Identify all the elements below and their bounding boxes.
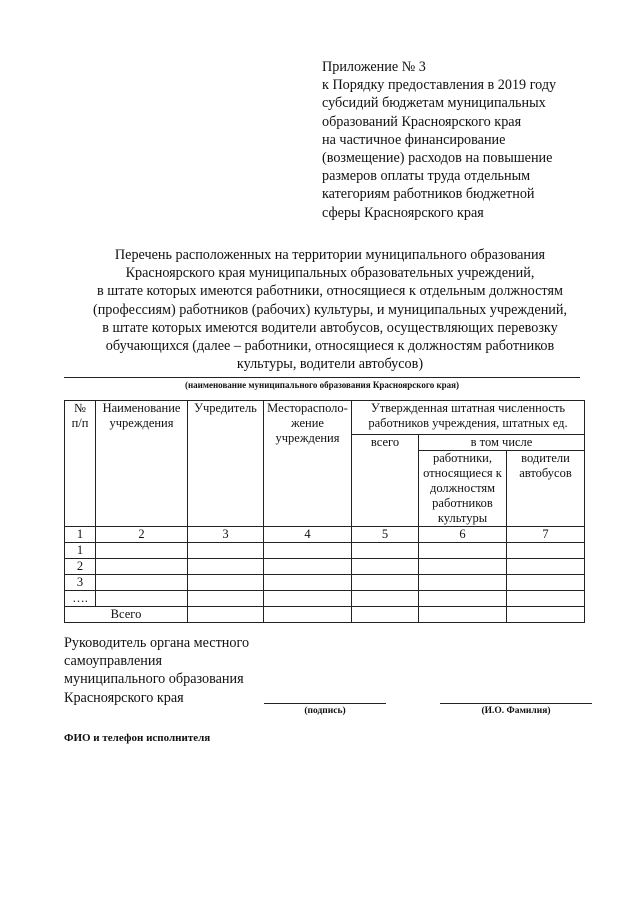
signer-line: Красноярского края [64, 689, 184, 706]
appendix-line: Приложение № 3 [322, 59, 426, 75]
municipality-name-line[interactable] [64, 377, 580, 378]
signature-caption: (подпись) [304, 706, 346, 716]
column-number: 2 [96, 527, 188, 543]
column-number: 4 [264, 527, 352, 543]
table-cell[interactable] [507, 575, 585, 591]
signature-line[interactable] [264, 703, 386, 704]
table-row [65, 543, 585, 559]
table-cell[interactable] [188, 575, 264, 591]
title-line: культуры, водители автобусов) [236, 356, 424, 373]
table-cell[interactable] [507, 559, 585, 575]
table-cell[interactable] [96, 591, 188, 607]
header-culture-workers: работники, относящиеся к должностям работников культуры [419, 451, 507, 527]
table-cell[interactable] [419, 543, 507, 559]
header-including: в том числе [419, 435, 585, 451]
signer-block [64, 634, 364, 707]
title-line: в штате которых имеются водители автобусов, осуществляющих перевозку [102, 319, 558, 336]
appendix-line: на частичное финансирование [322, 131, 506, 148]
column-number: 1 [65, 527, 96, 543]
title-line: Перечень расположенных на территории муниципального образования [114, 247, 546, 263]
full-name-line[interactable] [440, 703, 592, 704]
table-cell[interactable] [264, 607, 352, 623]
executor-label: ФИО и телефон исполнителя [64, 732, 211, 744]
table-cell[interactable] [188, 607, 264, 623]
column-number: 7 [507, 527, 585, 543]
title-line: в штате которых имеются работники, относящиеся к отдельным должностям [97, 283, 563, 300]
institutions-table [64, 400, 585, 623]
table-cell[interactable] [188, 543, 264, 559]
appendix-line: сферы Красноярского края [322, 204, 484, 221]
appendix-line: категориям работников бюджетной [322, 186, 535, 203]
table-cell[interactable] [352, 591, 419, 607]
row-number: …. [65, 591, 96, 607]
table-cell[interactable] [507, 591, 585, 607]
table-cell[interactable] [419, 607, 507, 623]
column-number-row [65, 527, 585, 543]
appendix-line: субсидий бюджетам муниципальных [322, 95, 546, 112]
title-line: обучающихся (далее – работники, относящиеся к должностям работников [105, 338, 555, 355]
table-cell[interactable] [419, 575, 507, 591]
header-founder: Учредитель [188, 401, 264, 527]
table-cell[interactable] [419, 591, 507, 607]
table-cell[interactable] [352, 607, 419, 623]
table-row [65, 575, 585, 591]
table-cell[interactable] [507, 607, 585, 623]
signer-line: самоуправления [64, 653, 162, 670]
table-cell[interactable] [264, 559, 352, 575]
table-cell[interactable] [264, 575, 352, 591]
appendix-header [322, 58, 622, 222]
table-row [65, 591, 585, 607]
header-num: № п/п [65, 401, 96, 527]
header-location: Месторасполо- жение учреждения [264, 401, 352, 527]
column-number: 3 [188, 527, 264, 543]
appendix-line: (возмещение) расходов на повышение [322, 150, 553, 167]
row-number: 1 [65, 543, 96, 559]
document-title [40, 246, 620, 373]
total-row [65, 607, 585, 623]
appendix-line: к Порядку предоставления в 2019 году [322, 77, 557, 94]
row-number: 2 [65, 559, 96, 575]
table-cell[interactable] [352, 559, 419, 575]
full-name-caption: (И.О. Фамилия) [481, 706, 551, 716]
row-number: 3 [65, 575, 96, 591]
appendix-line: размеров оплаты труда отдельным [322, 168, 531, 185]
total-label: Всего [65, 607, 188, 623]
appendix-line: образований Красноярского края [322, 113, 522, 130]
table-row [65, 559, 585, 575]
signer-line: Руководитель органа местного [64, 635, 250, 651]
municipality-caption: (наименование муниципального образования Красноярского края) [184, 380, 460, 390]
header-approved-staff: Утвержденная штатная численность работников учреждения, штатных ед. [352, 401, 585, 435]
header-name: Наименование учреждения [96, 401, 188, 527]
table-cell[interactable] [188, 559, 264, 575]
header-total: всего [352, 435, 419, 527]
column-number: 5 [352, 527, 419, 543]
header-row-1 [65, 401, 585, 435]
table-cell[interactable] [188, 591, 264, 607]
table-cell[interactable] [352, 543, 419, 559]
column-number: 6 [419, 527, 507, 543]
table-cell[interactable] [352, 575, 419, 591]
table-cell[interactable] [507, 543, 585, 559]
table-cell[interactable] [419, 559, 507, 575]
header-bus-drivers: водители автобусов [507, 451, 585, 527]
title-line: (профессиям) работников (рабочих) культуры, и муниципальных учреждений, [92, 301, 568, 318]
signer-line: муниципального образования [64, 671, 244, 688]
title-line: Красноярского края муниципальных образовательных учреждений, [125, 265, 535, 282]
table-cell[interactable] [264, 543, 352, 559]
table-cell[interactable] [96, 559, 188, 575]
table-cell[interactable] [96, 543, 188, 559]
table-cell[interactable] [96, 575, 188, 591]
table-cell[interactable] [264, 591, 352, 607]
